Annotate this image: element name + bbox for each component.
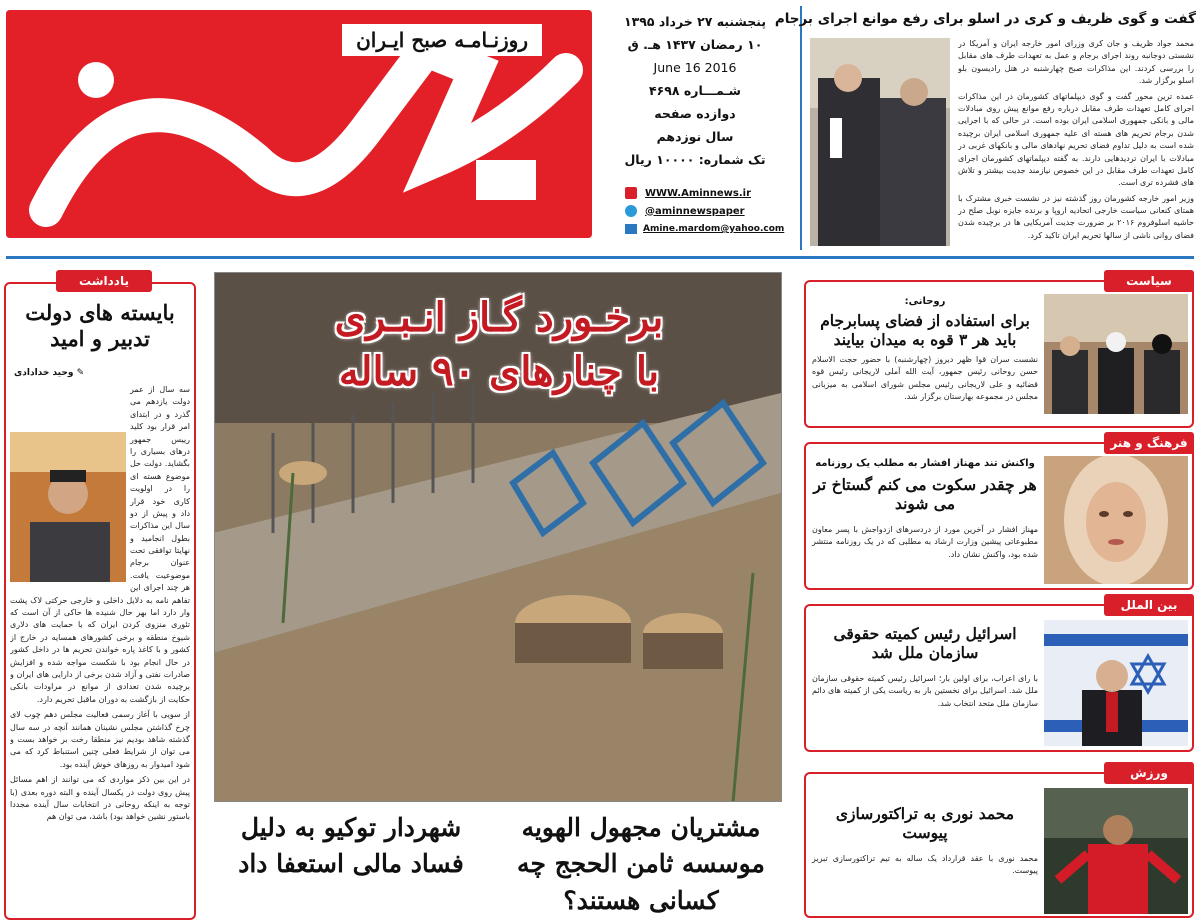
sidebar-card-international <box>804 598 1194 752</box>
photo-leaders <box>1044 294 1188 414</box>
section-tag-politics: سیاست <box>1104 270 1194 292</box>
globe-icon <box>625 187 637 199</box>
volume-year: سال نوزدهم <box>656 129 734 144</box>
sidebar-body: مهناز افشار در آخرین مورد از دردسرهای ازدواجش با پسر معاون مطبوعاتی پیشین وزارت ارشاد به مطلبی که در یک روزنامه منتشر شده بود، واکنش نشان داد. <box>812 524 1038 559</box>
section-tag-sports: ورزش <box>1104 762 1194 784</box>
sidebar-photo-culture <box>1044 456 1188 584</box>
sidebar-text-culture <box>812 458 1038 561</box>
sidebar-photo-politics <box>1044 294 1188 414</box>
main-photo-headline-line1: برخـورد گـاز انـبـری <box>334 294 664 341</box>
editorial-paragraph: از سویی با آغاز رسمی فعالیت مجلس دهم چوب لای چرخ گذاشتن مجلس نشینان همانند آنچه در سه سال گذشته شاهد بودیم نیز منطقا رخت بر خواهد بست و می توان از شرایط فعلی چنین استنباط کرد که می شود امیدوار به روزهای خوش آینده بود. <box>10 710 190 769</box>
contacts <box>625 184 785 244</box>
main-photo-frame <box>214 272 782 802</box>
bottom-story-left[interactable]: شهردار توکیو به دلیل فساد مالی استعفا داد <box>238 813 464 879</box>
issue-info <box>600 10 790 178</box>
photo-diplomat-flag <box>1044 620 1188 746</box>
sidebar-photo-international <box>1044 620 1188 746</box>
photo-actress <box>1044 456 1188 584</box>
telegram-icon <box>625 205 637 217</box>
telegram-link[interactable]: @aminnewspaper <box>645 205 745 217</box>
date-hijri: ۱۰ رمضان ۱۴۳۷ هـ. ق <box>627 37 763 52</box>
section-tag-culture: فرهنگ و هنر <box>1104 432 1194 454</box>
editorial-paragraph: سه سال از عمر دولت یازدهم می گذرد و در ابتدای امر قرار بود کلید رییس جمهور درهای بسیاری را بگشاید. دولت حل موضوع هسته ای را در اولویت کاری خود قرار داد و پیش از دو سال این مذاکرات بطول انجامید و نهایتا توافقی تحت عنوان برجام موضوعیت یافت. هر چند اجرای این تفاهم نامه به دلایل داخلی و خارجی حرکتی لاک پشت وار دارد اما بهر حال شنیده ها حاکی از آن است که تئوری منزوی کردن ایران که با حمایت های دلاری شیوخ منطقه و برخی کشورهای همسایه در خارج از کشور و با کاغذ پاره خواندن تحریم ها در داخل کشور در حال انجام بود با شکست مواجه شده و افزایش صادرات نفتی و آزاد شدن برخی از دارایی های ایران و برچیده شدن تعدادی از موانع در مراودات بانکی حکایت از بازگشت به دوران ماقبل تحریم دارد. <box>10 385 190 704</box>
sidebar-photo-sports <box>1044 788 1188 914</box>
editorial-column <box>4 274 196 920</box>
top-story-paragraph: عمده ترین محور گفت و گوی دیپلماتهای کشورمان در این مذاکرات اجرای کامل تعهدات طرف مقابل درباره رفع موانع پیش روی مبادلات مالی و بانکی جمهوری اسلامی ایران بوده است. در حالی که با اجرایی شدن برجام تحریم های هسته ای علیه جمهوری اسلامی ایران برچیده شده است به دلیل تداوم فضای تحریم نهادهای مالی و بانکهای غربی در مبادلات با ایران تردیدهایی دارند. به گفته دیپلماتهای کشورمان اجرای کامل تعهدات طرف مقابل در این خصوص نیازمند جدیت بیشتر و تلاش های فشرده تری است. <box>958 91 1194 188</box>
editorial-author <box>14 368 190 378</box>
sidebar-card-culture <box>804 436 1194 590</box>
issue-number: شـمـــاره ۴۶۹۸ <box>649 83 741 98</box>
top-story-paragraph: محمد جواد ظریف و جان کری وزرای امور خارجه ایران و آمریکا در نشستی دوجانبه روند اجرای برجام و عمل به تعهدات طرف های مقابل را بررسی کردند. این مذاکرات صبح چهارشنبه در هتل رادیسون بلو اسلو برگزار شد. <box>958 39 1194 86</box>
section-tag-international: بین الملل <box>1104 594 1194 616</box>
sidebar-text-international <box>812 624 1038 710</box>
top-story-paragraph: وزیر امور خارجه کشورمان روز گذشته نیز در نشست خبری مشترک با همتای کنعانی سیاست خارجی اتحادیه اروپا و برنده جایزه نوبل صلح در حاشیه اسلوفروم ۲۰۱۶ بر ضرورت جدیت آمریکایی ها در برچیده شدن فضای روانی ناشی از سالها تحریم ایران تاکید کرد. <box>958 193 1194 240</box>
date-persian: پنجشنبه ۲۷ خرداد ۱۳۹۵ <box>623 14 767 29</box>
main-photo-headline <box>215 291 782 399</box>
sidebar-headline[interactable]: محمد نوری به تراکتورسازی پیوست <box>835 804 1015 843</box>
bottom-story-right[interactable]: مشتریان مجهول الهویه موسسه ثامن الحجج چه کسانی هستند؟ <box>517 813 765 915</box>
page-count: دوازده صفحه <box>654 106 736 121</box>
top-story-body <box>958 38 1194 246</box>
price: تک شماره: ۱۰۰۰۰ ریال <box>624 152 766 167</box>
masthead-divider <box>6 256 1194 259</box>
email-icon <box>625 224 637 234</box>
date-gregorian: 2016 June 16 <box>653 60 737 75</box>
editorial-body <box>10 384 190 918</box>
top-story <box>774 6 1196 250</box>
top-story-headline: گفت و گوی ظریف و کری در اسلو برای رفع موانع اجرای برجام <box>774 11 1196 27</box>
sidebar-kicker: روحانی: <box>904 296 946 307</box>
photo-diplomats <box>810 38 950 246</box>
editorial-headline: بایسته های دولت تدبیر و امید <box>25 300 175 352</box>
editorial-tag: یادداشت <box>56 270 152 292</box>
sidebar-text-sports <box>812 804 1038 878</box>
sidebar-body: نشست سران قوا ظهر دیروز (چهارشنبه) با حضور حجت الاسلام حسن روحانی رئیس جمهور، آیت الله آملی لاریجانی رئیس قوه قضائیه و علی لاریجانی رئیس مجلس شورای اسلامی به میزبانی مجلس در مجموعه بهارستان برگزار شد. <box>812 354 1038 401</box>
masthead <box>0 0 1200 255</box>
sidebar-kicker: واکنش تند مهناز افشار به مطلب یک روزنامه <box>815 458 1035 469</box>
author-name: وحید خداداد‌ی <box>14 368 74 378</box>
sidebar-text-politics <box>812 296 1038 403</box>
website-link[interactable]: WWW.Aminnews.ir <box>645 187 752 199</box>
newspaper-logo <box>6 10 592 238</box>
sidebar-headline[interactable]: اسرائیل رئیس کمیته حقوقی سازمان ملل شد <box>833 624 1017 663</box>
email-link[interactable]: Amine.mardom@yahoo.com <box>643 224 785 234</box>
pen-icon: ✎ <box>76 368 85 378</box>
main-photo-headline-line2: با چنارهای ۹۰ ساله <box>338 348 660 395</box>
photo-footballer <box>1044 788 1188 914</box>
sidebar-body: با رای اعراب، برای اولین بار؛ اسرائیل رئیس کمیته حقوقی سازمان ملل شد. اسرائیل برای نخستین بار به ریاست یکی از کمیته های دائم سازمان ملل متحد انتخاب شد. <box>812 673 1038 708</box>
sidebar-card-sports <box>804 766 1194 918</box>
sidebar-headline[interactable]: هر چقدر سکوت می کنم گستاخ تر می شوند <box>813 475 1037 514</box>
sidebar-body: محمد نوری با عقد قرارداد یک ساله به تیم تراکتورسازی تبریز پیوست. <box>812 853 1038 876</box>
top-story-photo <box>810 38 950 246</box>
sidebar-card-politics <box>804 274 1194 428</box>
editorial-paragraph: در این بین ذکر مواردی که می توانند از اهم مسائل پیش روی دولت در یکسال آینده و البته دوره بعدی (با توجه به اینکه روحانی در انتخابات سال آینده مجددا باستور نشین خواهد بود) باشد، می توان هم <box>10 775 190 822</box>
sidebar-headline[interactable]: برای استفاده از فضای پسابرجام باید هر ۳ قوه به میدان بیایند <box>820 311 1030 350</box>
logo-subtitle: روزنـامـه صبح ایـران <box>342 24 542 56</box>
